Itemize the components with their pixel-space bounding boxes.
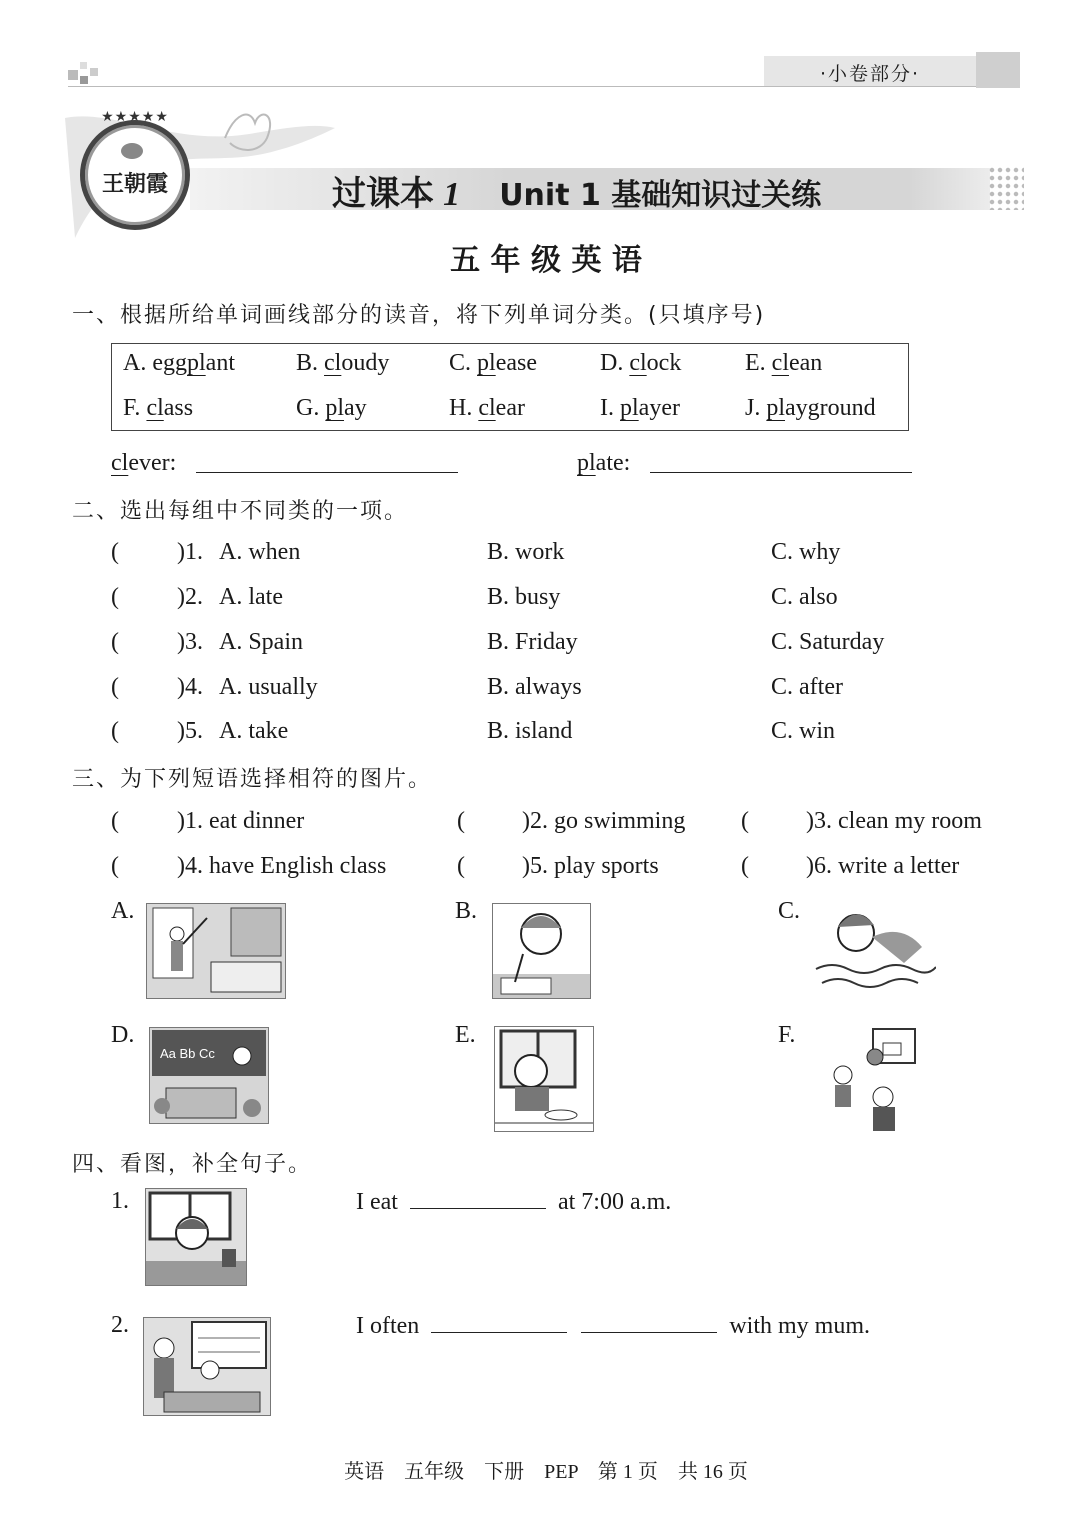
option-a: A. take — [219, 718, 289, 744]
paren-open: ( — [111, 584, 119, 610]
paren-open: ( — [111, 718, 119, 744]
picture-label-a: A. — [111, 898, 135, 924]
title-prefix: 过课本 — [332, 176, 434, 213]
blackboard-text: Aa Bb Cc — [160, 1046, 215, 1061]
word-a: A. eggplant — [123, 350, 235, 376]
word-i: I. player — [600, 395, 680, 421]
word-d: D. clock — [600, 350, 682, 376]
option-a: A. Spain — [219, 629, 303, 655]
answer-blank[interactable] — [431, 1312, 567, 1333]
answer-blank-plate[interactable] — [650, 472, 912, 473]
answer-slot[interactable] — [124, 586, 174, 612]
option-a: A. usually — [219, 674, 318, 700]
page-footer: 英语 五年级 下册 PEP 第 1 页 共 16 页 — [344, 1461, 748, 1483]
logo-stars-icon: ★★★★★ — [101, 109, 169, 125]
picture-label-f: F. — [778, 1022, 796, 1048]
word-j: J. playground — [745, 395, 876, 421]
picture-swimming — [812, 903, 936, 999]
category-clever: clever: — [111, 450, 177, 476]
paren-open: ( — [457, 808, 465, 834]
picture-label-e: E. — [455, 1022, 476, 1048]
title-number: 1 — [443, 176, 461, 213]
paren-open: ( — [741, 808, 749, 834]
title-dots-decoration — [988, 166, 1024, 210]
logo-text: 王朝霞 — [101, 171, 168, 196]
phrase-item: )2. go swimming — [522, 808, 686, 834]
question-number: )5. — [177, 718, 203, 744]
paren-open: ( — [111, 808, 119, 834]
question-number: 2. — [111, 1312, 129, 1338]
phrase-item: )6. write a letter — [806, 853, 960, 879]
answer-blank[interactable] — [581, 1312, 717, 1333]
answer-slot[interactable] — [124, 720, 174, 746]
picture-eat-dinner — [494, 1026, 594, 1132]
header-rule — [68, 86, 1020, 87]
picture-shopping — [143, 1317, 271, 1416]
option-c: C. win — [771, 718, 836, 744]
phrase-item: )4. have English class — [177, 853, 387, 879]
paren-open: ( — [111, 629, 119, 655]
paren-open: ( — [111, 674, 119, 700]
word-e: E. clean — [745, 350, 823, 376]
option-c: C. why — [771, 539, 841, 565]
brand-logo — [80, 109, 190, 230]
logo-emblem-icon — [121, 143, 143, 159]
corner-squares — [68, 62, 108, 88]
question-number: )1. — [177, 539, 203, 565]
sentence-2: I often with my mum. — [356, 1313, 870, 1339]
section2-heading: 二、选出每组中不同类的一项。 — [72, 499, 409, 524]
answer-slot[interactable] — [124, 631, 174, 657]
page-subtitle: 五 年 级 英 语 — [450, 243, 642, 278]
section3-heading: 三、为下列短语选择相符的图片。 — [72, 767, 433, 792]
paren-open: ( — [457, 853, 465, 879]
answer-blank-clever[interactable] — [196, 472, 458, 473]
phrase-item: )3. clean my room — [806, 808, 982, 834]
answer-slot[interactable] — [754, 855, 804, 881]
word-g: G. play — [296, 395, 367, 421]
section-tag-text: ·小卷部分· — [819, 63, 921, 85]
option-b: B. busy — [487, 584, 561, 610]
answer-slot[interactable] — [754, 810, 804, 836]
option-b: B. island — [487, 718, 573, 744]
picture-breakfast — [145, 1188, 247, 1286]
option-a: A. when — [219, 539, 301, 565]
sentence-1: I eat at 7:00 a.m. — [356, 1189, 672, 1215]
word-f: F. class — [123, 395, 194, 421]
answer-blank[interactable] — [410, 1188, 546, 1209]
picture-label-d: D. — [111, 1022, 135, 1048]
picture-label-b: B. — [455, 898, 478, 924]
page-title — [332, 166, 821, 215]
phrase-item: )5. play sports — [522, 853, 659, 879]
question-number: )4. — [177, 674, 203, 700]
title-main: Unit 1 基础知识过关练 — [499, 178, 822, 213]
question-number: )2. — [177, 584, 203, 610]
option-b: B. Friday — [487, 629, 578, 655]
option-c: C. Saturday — [771, 629, 885, 655]
word-b: B. cloudy — [296, 350, 390, 376]
picture-english-class — [149, 1027, 269, 1124]
question-number: )3. — [177, 629, 203, 655]
section4-heading: 四、看图，补全句子。 — [72, 1152, 313, 1177]
answer-slot[interactable] — [124, 541, 174, 567]
answer-slot[interactable] — [470, 810, 520, 836]
word-c: C. please — [449, 350, 537, 376]
answer-slot[interactable] — [124, 855, 174, 881]
picture-play-sports — [817, 1027, 917, 1133]
paren-open: ( — [111, 853, 119, 879]
picture-label-c: C. — [778, 898, 801, 924]
phrase-item: )1. eat dinner — [177, 808, 305, 834]
option-b: B. always — [487, 674, 582, 700]
answer-slot[interactable] — [124, 676, 174, 702]
answer-slot[interactable] — [124, 810, 174, 836]
option-b: B. work — [487, 539, 565, 565]
option-c: C. after — [771, 674, 843, 700]
picture-clean-room — [146, 903, 286, 999]
paren-open: ( — [111, 539, 119, 565]
section1-heading: 一、根据所给单词画线部分的读音，将下列单词分类。(只填序号) — [72, 303, 766, 328]
option-c: C. also — [771, 584, 838, 610]
option-a: A. late — [219, 584, 283, 610]
word-h: H. clear — [449, 395, 525, 421]
section-tag-block — [976, 52, 1020, 88]
picture-write-letter — [492, 903, 591, 999]
question-number: 1. — [111, 1188, 129, 1214]
paren-open: ( — [741, 853, 749, 879]
category-plate: plate: — [577, 450, 631, 476]
answer-slot[interactable] — [470, 855, 520, 881]
